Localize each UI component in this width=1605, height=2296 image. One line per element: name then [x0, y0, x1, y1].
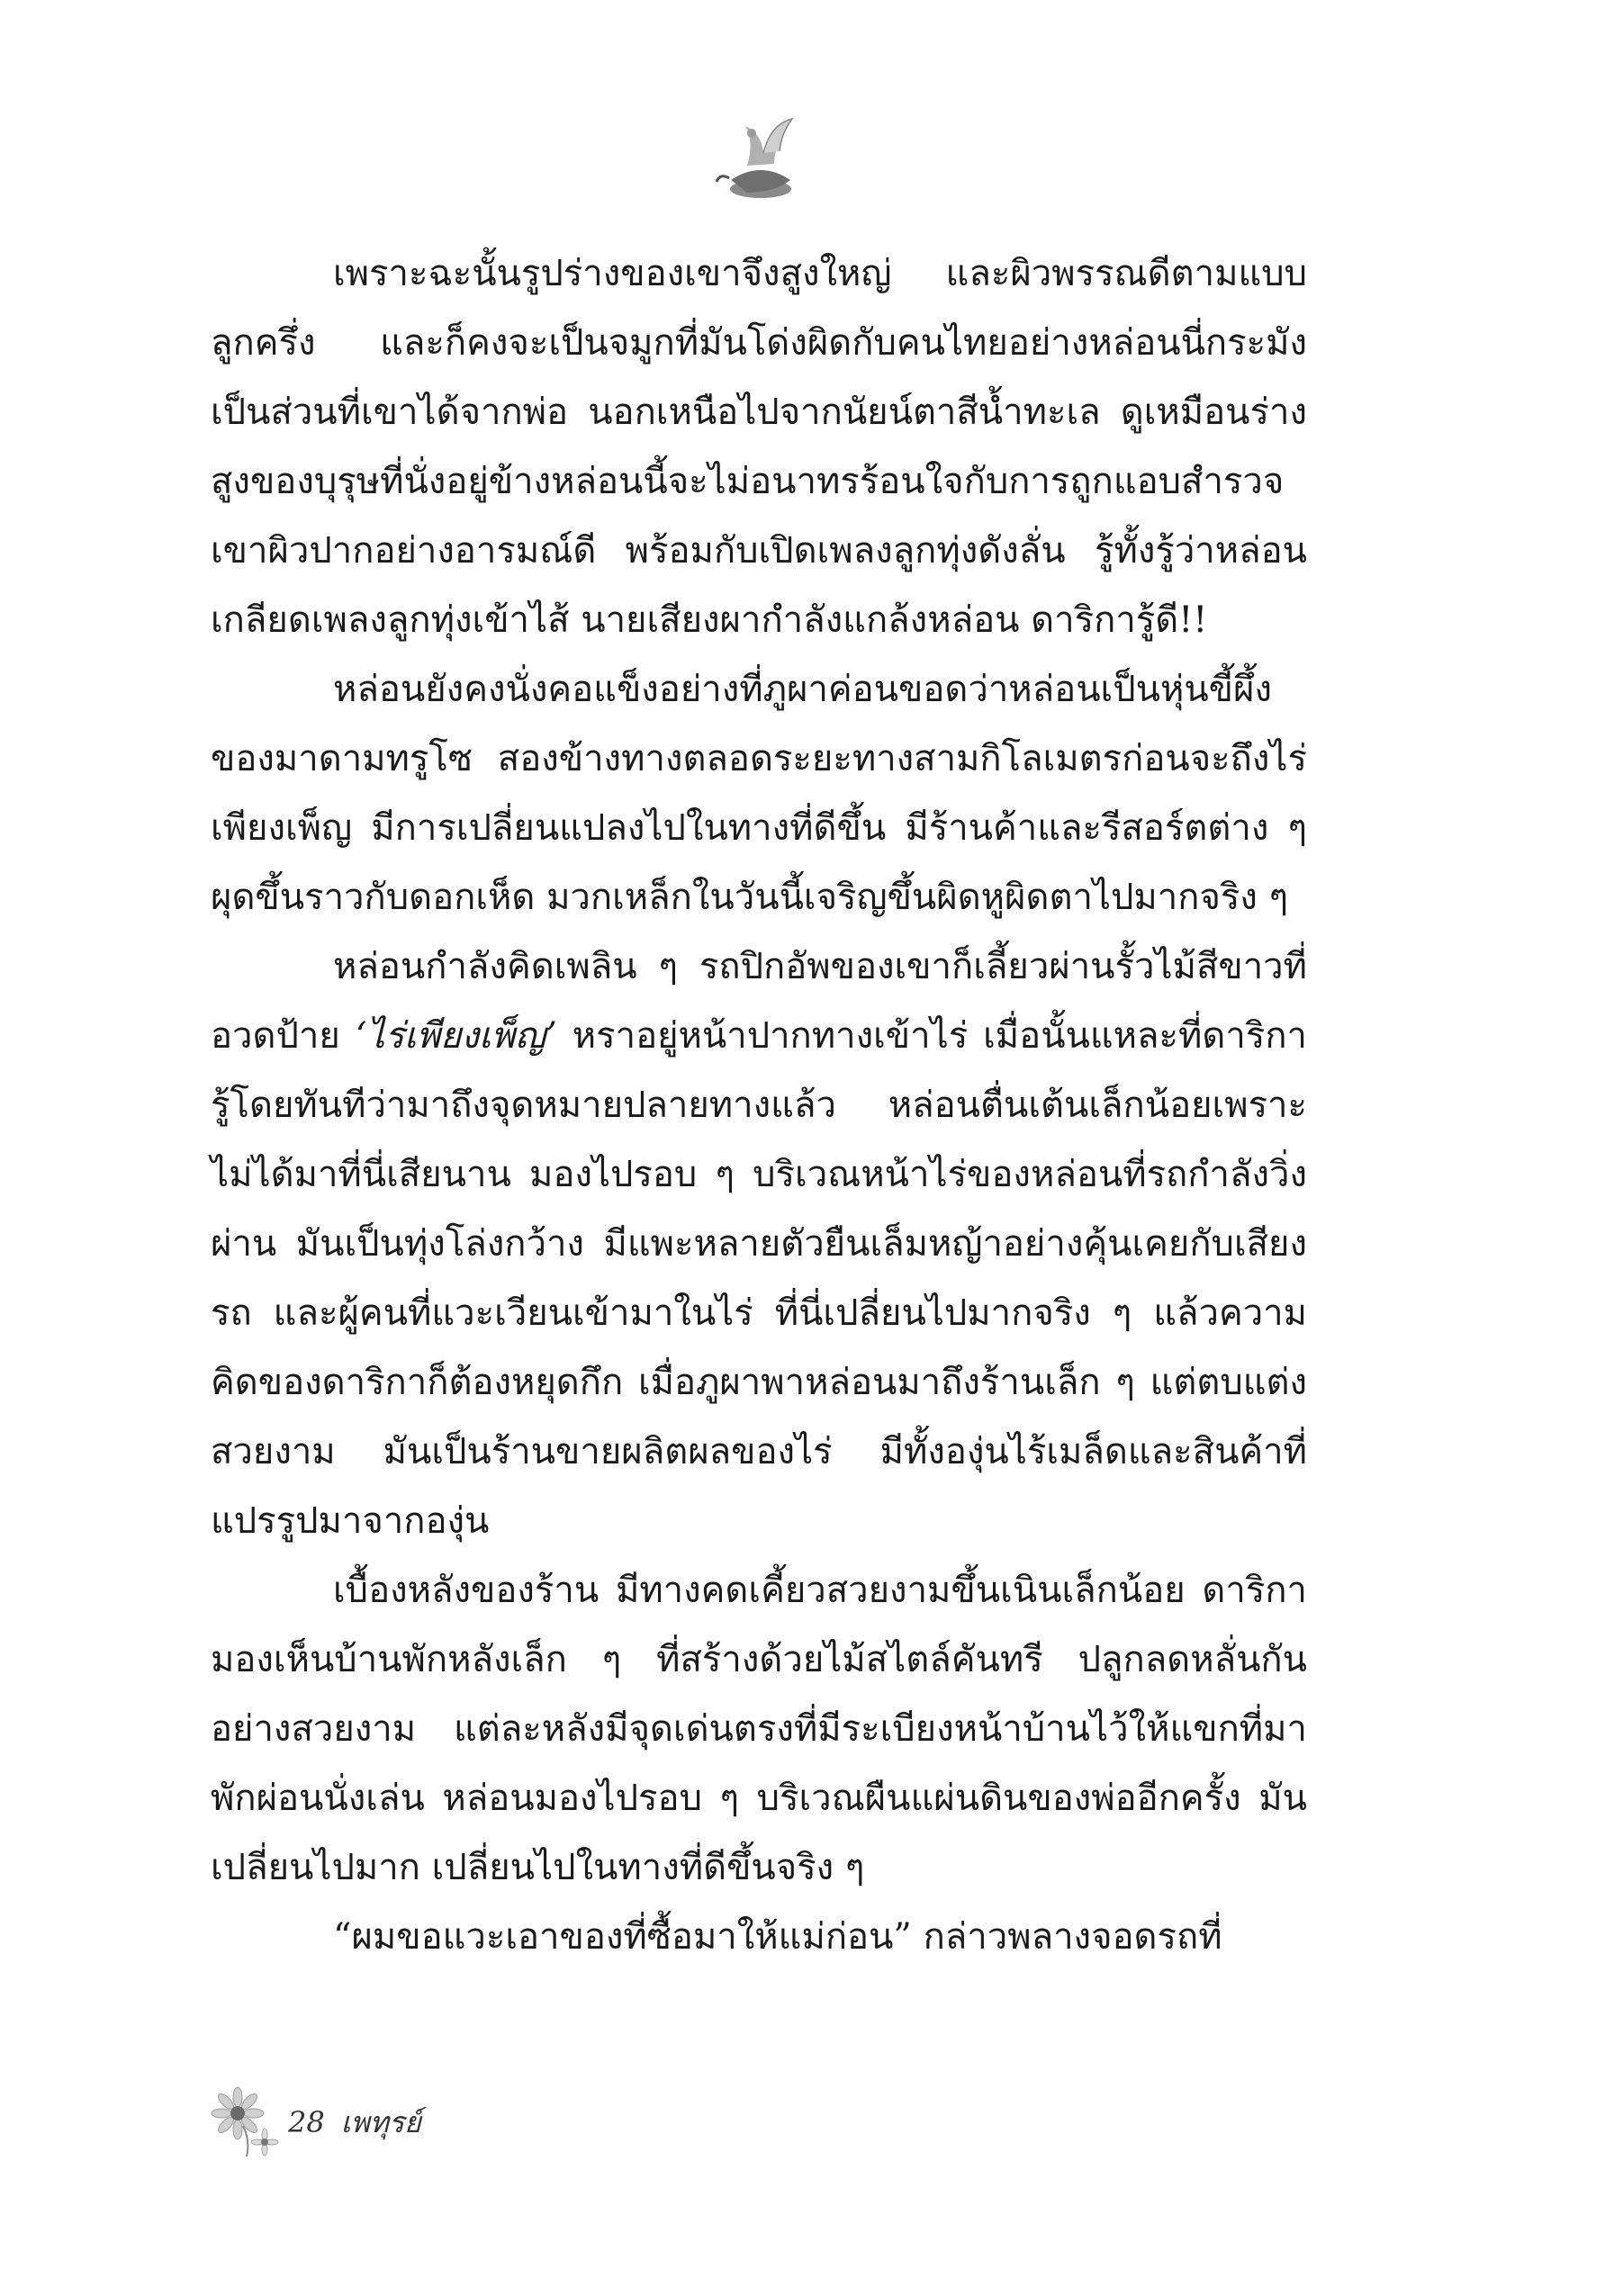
paragraph-3-after: หราอยู่หน้าปากทางเข้าไร่ เมื่อนั้นแหละที่ดาริการู้โดยทันทีว่ามาถึงจุดหมายปลายทางแล้ว หล่อนตื่นเต้นเล็กน้อยเพราะไม่ได้มาที่นี่เสียนาน มองไปรอบ ๆ บริเวณหน้าไร่ของหล่อนที่รถกำลังวิ่งผ่าน มันเป็นทุ่งโล่งกว้าง มีแพะหลายตัวยืนเล็มหญ้าอย่างคุ้นเคยกับเสียงรถ และผู้คนที่แวะเวียนเข้ามาในไร่ ที่นี่เปลี่ยนไปมากจริง ๆ แล้วความคิดของดาริกาก็ต้องหยุดกึก เมื่อภูผาพาหล่อนมาถึงร้านเล็ก ๆ แต่ตบแต่งสวยงาม มันเป็นร้านขายผลิตผลของไร่ มีทั้งองุ่นไร้เมล็ดและสินค้าที่แปรรูปมาจากองุ่น	[211, 1015, 1307, 1542]
page-number: 28	[288, 2105, 325, 2139]
book-title: เพทุรย์	[340, 2104, 421, 2139]
paragraph-3-before: หล่อนกำลังคิดเพลิน ๆ รถปิกอัพของเขาก็เลี้ยวผ่านรั้วไม้สีขาวที่อวดป้าย	[211, 946, 1307, 1057]
page-footer	[211, 2086, 421, 2158]
lamp-ornament-icon	[711, 106, 810, 205]
paragraph-2: หล่อนยังคงนั่งคอแข็งอย่างที่ภูผาค่อนขอดว่าหล่อนเป็นหุ่นขี้ผึ้งของมาดามทรูโซ สองข้างทางตลอดระยะทางสามกิโลเมตรก่อนจะถึงไร่เพียงเพ็ญ มีการเปลี่ยนแปลงไปในทางที่ดีขึ้น มีร้านค้าและรีสอร์ตต่าง ๆ ผุดขึ้นราวกับดอกเห็ด มวกเหล็กในวันนี้เจริญขึ้นผิดหูผิดตาไปมากจริง ๆ	[211, 669, 1307, 918]
paragraph-5: “ผมขอแวะเอาของที่ซื้อมาให้แม่ก่อน” กล่าวพลางจอดรถที่	[333, 1916, 1222, 1958]
paragraph-4: เบื้องหลังของร้าน มีทางคดเคี้ยวสวยงามขึ้นเนินเล็กน้อย ดาริกามองเห็นบ้านพักหลังเล็ก ๆ ที่สร้างด้วยไม้สไตล์คันทรี ปลูกลดหลั่นกันอย่างสวยงาม แต่ละหลังมีจุดเด่นตรงที่มีระเบียงหน้าบ้านไว้ให้แขกที่มาพักผ่อนนั่งเล่น หล่อนมองไปรอบ ๆ บริเวณผืนแผ่นดินของพ่ออีกครั้ง มันเปลี่ยนไปมาก เปลี่ยนไปในทางที่ดีขึ้นจริง ๆ	[211, 1570, 1307, 1888]
chapter-text	[211, 239, 1307, 1972]
paragraph-3	[211, 932, 1307, 1556]
farm-name-emphasis: ‘ไร่เพียงเพ็ญ’	[355, 1015, 557, 1057]
paragraph-1: เพราะฉะนั้นรูปร่างของเขาจึงสูงใหญ่ และผิวพรรณดีตามแบบลูกครึ่ง และก็คงจะเป็นจมูกที่มันโด่งผิดกับคนไทยอย่างหล่อนนี่กระมังเป็นส่วนที่เขาได้จากพ่อ นอกเหนือไปจากนัยน์ตาสีน้ำทะเล ดูเหมือนร่างสูงของบุรุษที่นั่งอยู่ข้างหล่อนนี้จะไม่อนาทรร้อนใจกับการถูกแอบสำรวจ เขาผิวปากอย่างอารมณ์ดี พร้อมกับเปิดเพลงลูกทุ่งดังลั่น รู้ทั้งรู้ว่าหล่อนเกลียดเพลงลูกทุ่งเข้าไส้ นายเสียงผากำลังแกล้งหล่อน ดาริการู้ดี!!	[211, 253, 1307, 641]
sunflower-icon	[211, 2086, 283, 2158]
